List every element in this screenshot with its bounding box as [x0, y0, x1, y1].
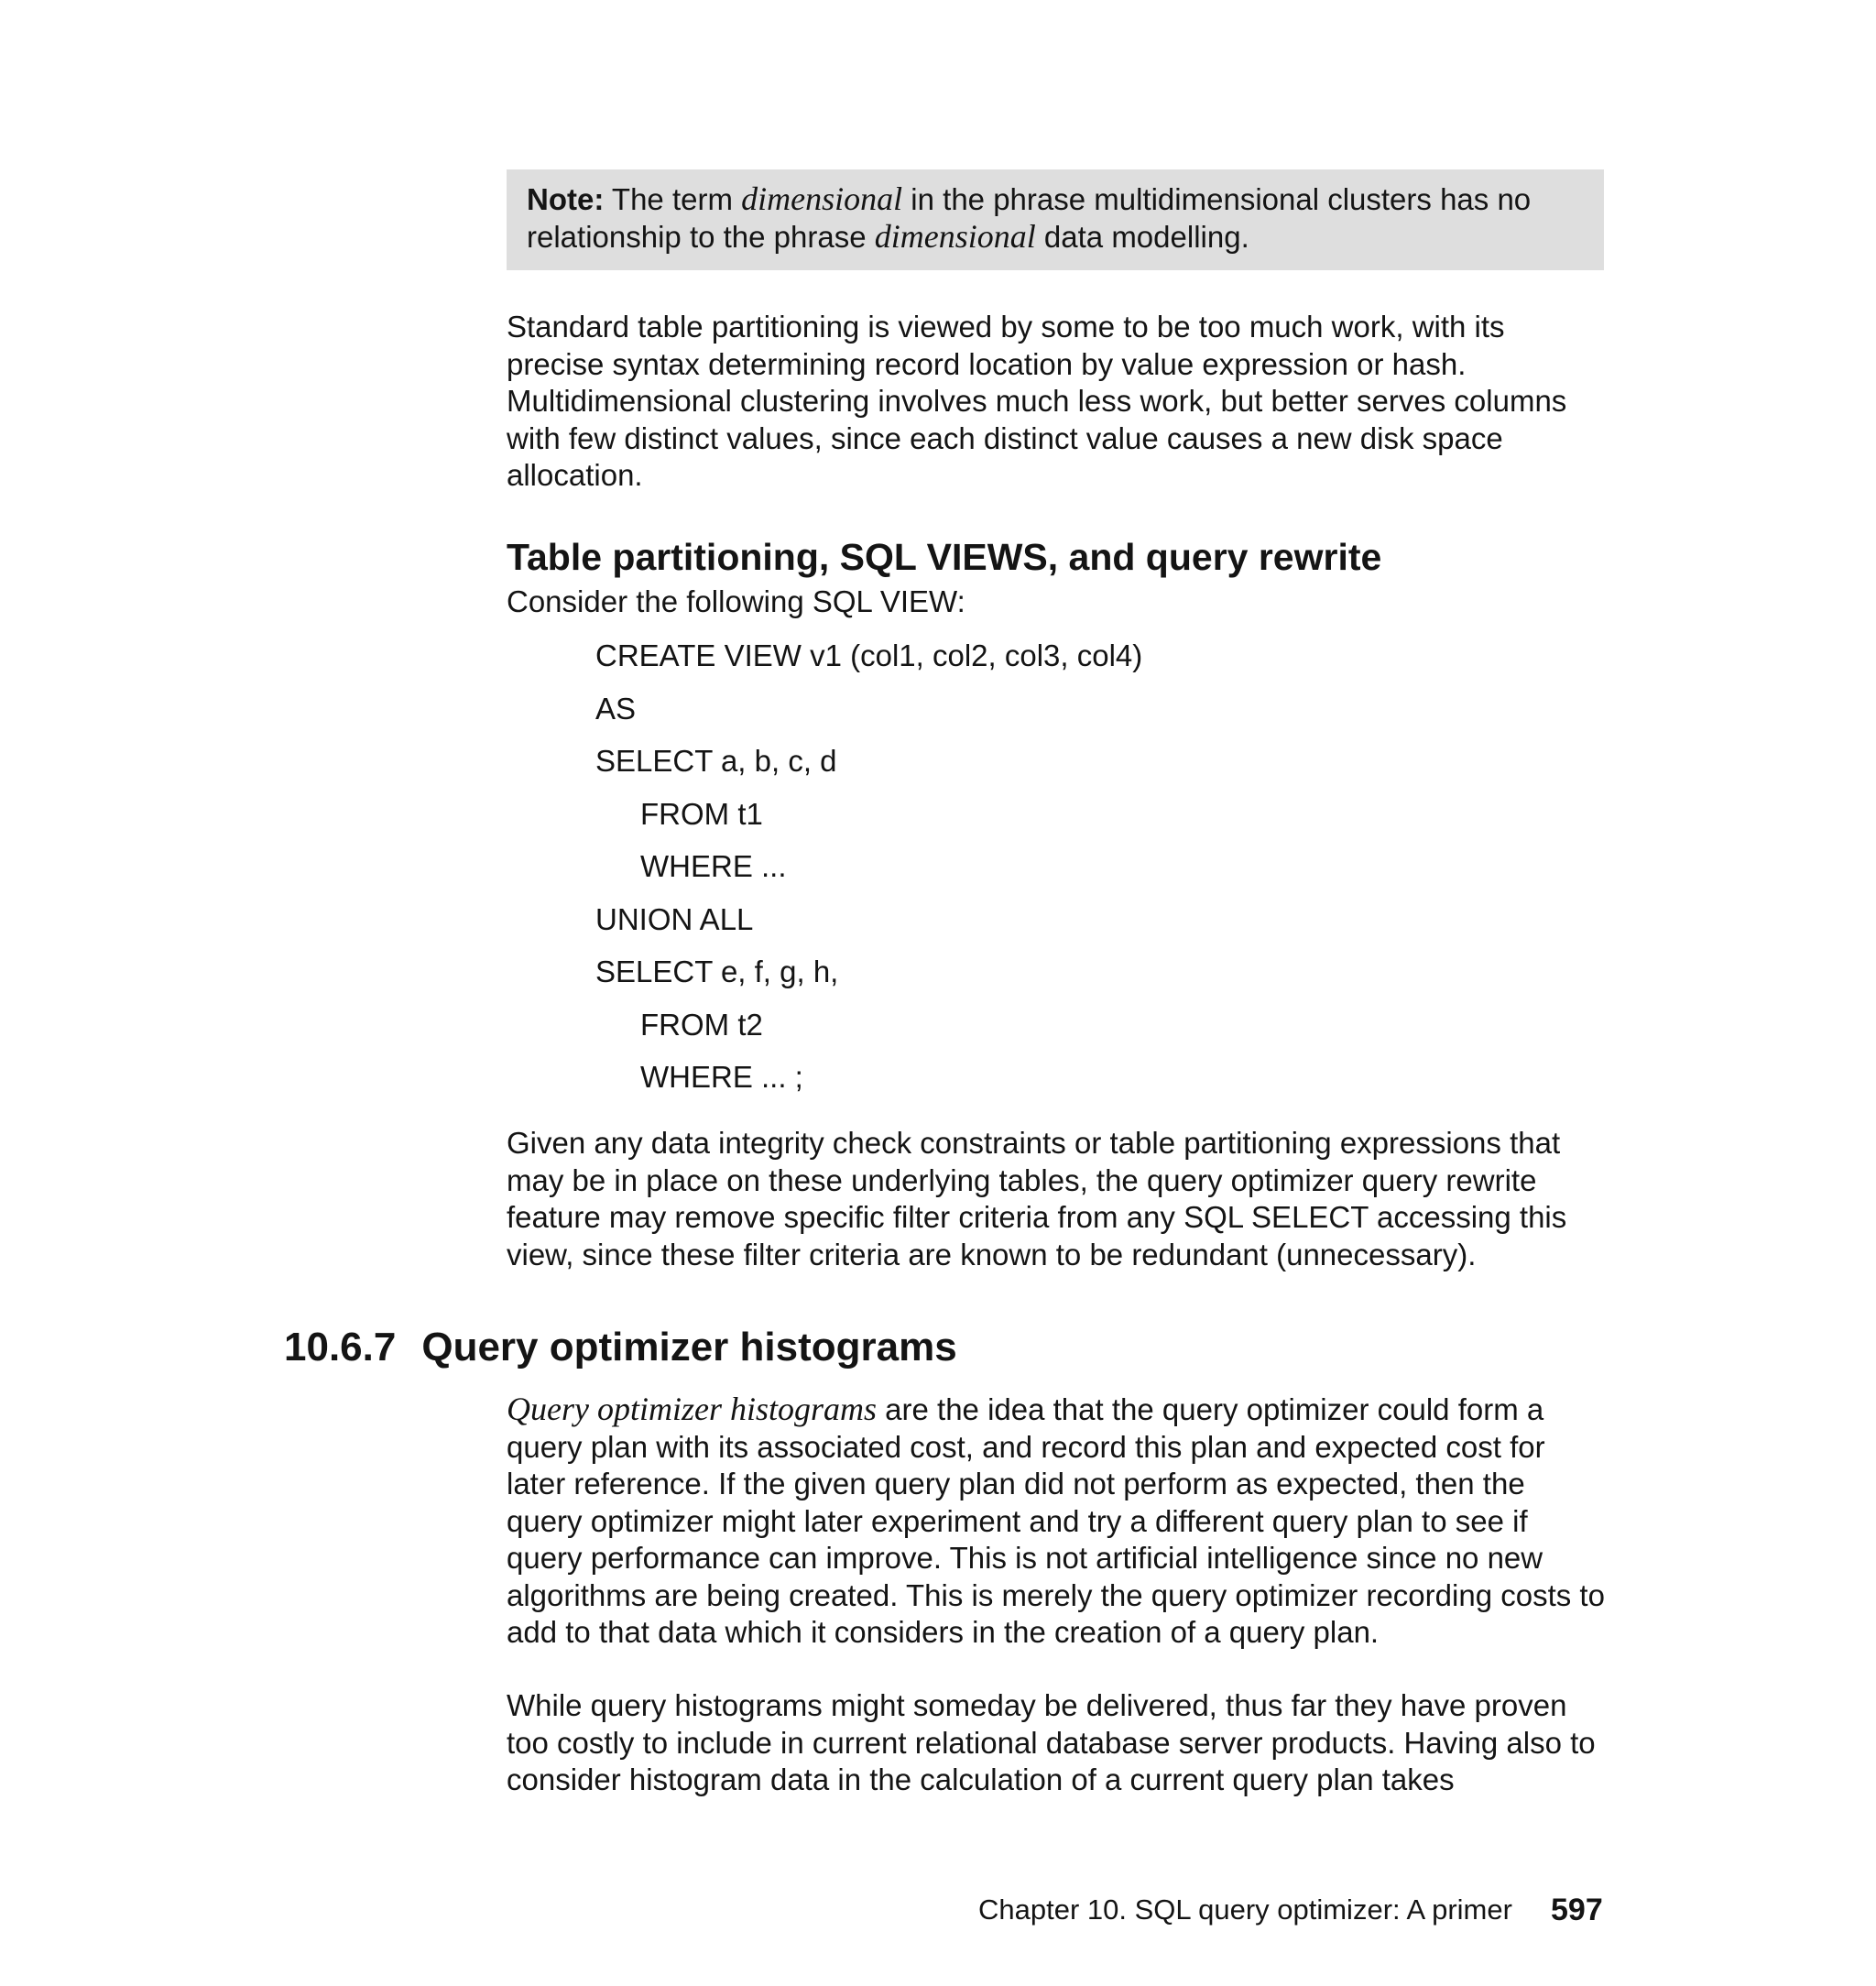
code-line: WHERE ...: [640, 849, 787, 883]
paragraph-view-intro: Consider the following SQL VIEW:: [507, 584, 965, 618]
paragraph-partitioning: Standard table partitioning is viewed by some to be too much work, with its precise syntax determining record location by value expression or hash. Multidimensional clustering involves much less work, but better serves columns with few distinct values, since each distinct value causes a new disk space allocation.: [507, 310, 1567, 492]
page-number: 597: [1551, 1893, 1603, 1927]
code-line: SELECT a, b, c, d: [595, 744, 837, 778]
note-label: Note:: [527, 182, 605, 216]
paragraph-histograms-cost: While query histograms might someday be delivered, thus far they have proven too costly to include in current relational database server products. Having also to consider histogram data in the calculation of a current query plan takes: [507, 1688, 1596, 1796]
note-text-3: data modelling.: [1043, 220, 1249, 254]
paragraph-query-rewrite: Given any data integrity check constraints or table partitioning expressions that may be in place on these underlying tables, the query optimizer query rewrite feature may remove specific filter criteria from any SQL SELECT accessing this view, since these filter criteria are known to be redundant (unnecessary).: [507, 1126, 1567, 1271]
note-text-2: in the phrase multidimensional clusters has no relationship to the phrase: [527, 182, 1532, 254]
code-line: CREATE VIEW v1 (col1, col2, col3, col4): [595, 638, 1143, 672]
histograms-italic-lead: Query optimizer histograms: [507, 1391, 877, 1427]
note-italic-2: dimensional: [874, 218, 1036, 255]
code-line: AS: [595, 692, 637, 726]
footer-chapter-title: Chapter 10. SQL query optimizer: A primer: [978, 1893, 1512, 1926]
note-text-1: The term: [611, 182, 733, 216]
histograms-text: are the idea that the query optimizer could form a query plan with its associated cost, and record this plan and expected cost for later reference. If the given query plan did not perform as expected, then the query optimizer might later experiment and try a different query plan to see if query performance can improve. This is not artificial intelligence since no new algorithms are being created. This is merely the query optimizer recording costs to add to that data which it considers in the creation of a query plan.: [507, 1392, 1605, 1649]
subheading-table-partitioning: Table partitioning, SQL VIEWS, and query rewrite: [507, 536, 1382, 578]
code-line: SELECT e, f, g, h,: [595, 955, 839, 988]
section-heading: [284, 1324, 957, 1371]
section-title: Query optimizer histograms: [421, 1325, 957, 1369]
section-number: 10.6.7: [284, 1325, 397, 1369]
note-box: [507, 169, 1604, 270]
code-line: FROM t1: [640, 797, 763, 831]
code-line: WHERE ... ;: [640, 1060, 803, 1094]
note-italic-1: dimensional: [741, 180, 903, 217]
paragraph-histograms: [507, 1391, 1606, 1652]
code-line: FROM t2: [640, 1008, 763, 1042]
code-line: UNION ALL: [595, 902, 754, 936]
